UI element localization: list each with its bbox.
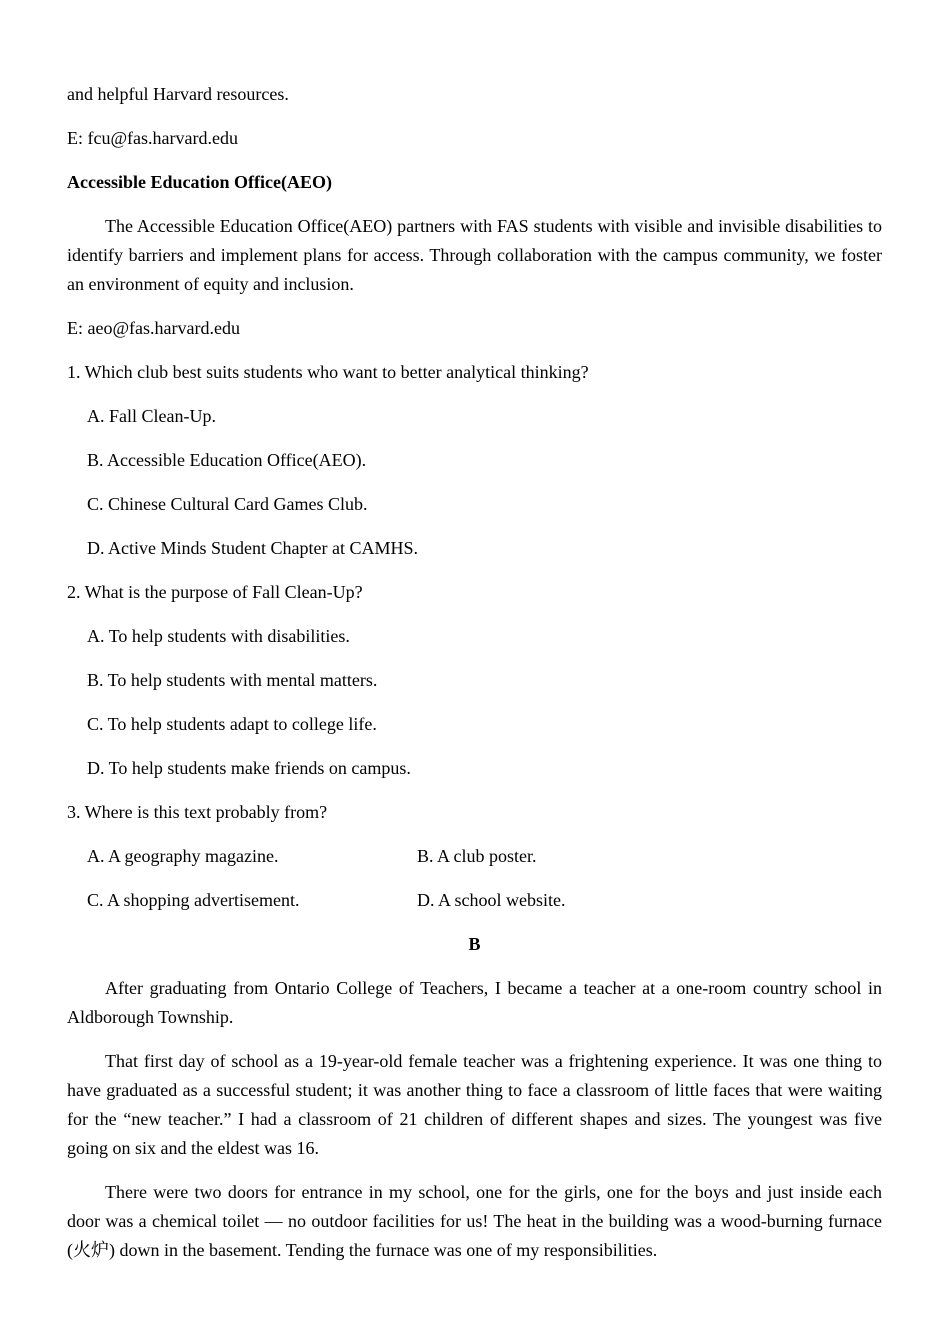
section-b-paragraph-3: There were two doors for entrance in my school, one for the girls, one for the boys and just inside each door was a chemical toilet — no outdoor facilities for us! The heat in the building was a wood-burning furnace (火炉) down in the basement. Tending the furnace was one of my responsibilities.	[67, 1182, 882, 1260]
question-3-option-a: A. A geography magazine.	[87, 846, 279, 866]
question-3-stem: 3. Where is this text probably from?	[67, 802, 328, 822]
aeo-heading: Accessible Education Office(AEO)	[67, 172, 332, 192]
question-1-option-b: B. Accessible Education Office(AEO).	[87, 450, 367, 470]
question-2-option-a: A. To help students with disabilities.	[87, 626, 350, 646]
question-3-option-d: D. A school website.	[417, 890, 566, 910]
fcu-email: E: fcu@fas.harvard.edu	[67, 128, 238, 148]
question-3-option-b: B. A club poster.	[417, 846, 537, 866]
intro-continuation: and helpful Harvard resources.	[67, 84, 289, 104]
section-b-paragraph-2: That first day of school as a 19-year-old female teacher was a frightening experience. It was one thing to have graduated as a successful student; it was another thing to face a classroom of little faces that were waiting for the “new teacher.” I had a classroom of 21 children of different shapes and sizes. The youngest was five going on six and the eldest was 16.	[67, 1051, 882, 1158]
section-b-paragraph-1: After graduating from Ontario College of Teachers, I became a teacher at a one-room country school in Aldborough Township.	[67, 978, 882, 1027]
question-2-option-b: B. To help students with mental matters.	[87, 670, 378, 690]
question-2-option-d: D. To help students make friends on campus.	[87, 758, 411, 778]
aeo-body: The Accessible Education Office(AEO) partners with FAS students with visible and invisible disabilities to identify barriers and implement plans for access. Through collaboration with the campus community, we foster an environment of equity and inclusion.	[67, 216, 882, 294]
question-3-options-row-1	[67, 842, 882, 871]
question-1-option-d: D. Active Minds Student Chapter at CAMHS.	[87, 538, 418, 558]
question-1-stem: 1. Which club best suits students who want to better analytical thinking?	[67, 362, 589, 382]
question-2-stem: 2. What is the purpose of Fall Clean-Up?	[67, 582, 363, 602]
question-3-option-c: C. A shopping advertisement.	[87, 890, 300, 910]
section-b-heading: B	[468, 934, 481, 954]
question-3-options-row-2	[67, 886, 882, 915]
question-1-option-c: C. Chinese Cultural Card Games Club.	[87, 494, 368, 514]
document-page	[67, 80, 882, 1280]
question-1-option-a: A. Fall Clean-Up.	[87, 406, 216, 426]
aeo-email: E: aeo@fas.harvard.edu	[67, 318, 240, 338]
question-2-option-c: C. To help students adapt to college life.	[87, 714, 377, 734]
